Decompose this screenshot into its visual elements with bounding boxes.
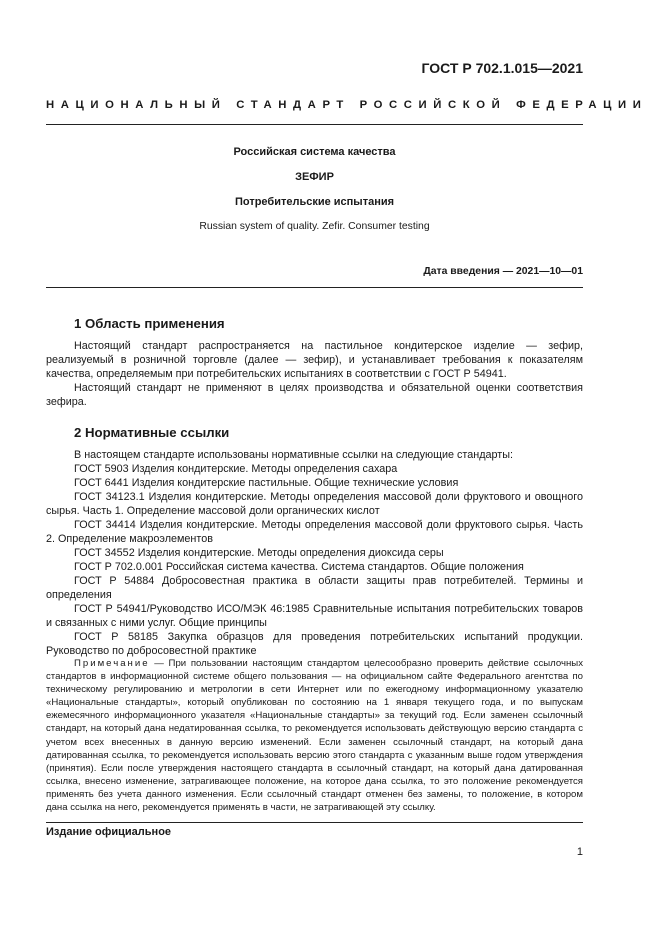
title-system: Российская система качества <box>233 146 396 158</box>
section-1-heading: 1 Область применения <box>74 316 225 331</box>
reference-item: ГОСТ 34123.1 Изделия кондитерские. Методы определения массовой доли фруктового и овощного сырья. Часть 1. Определение массовой доли органических кислот <box>46 491 583 517</box>
title-product: ЗЕФИР <box>295 171 334 183</box>
section-1-paragraph: Настоящий стандарт распространяется на пастильное кондитерское изделие — зефир, реализуемый в розничной торговле (далее — зефир), и устанавливает требования к показателям качества, определяемым при потребительских испытаниях в соответствии с ГОСТ Р 54941. <box>46 340 583 380</box>
section-2-body <box>46 448 583 658</box>
section-1-paragraph: Настоящий стандарт не применяют в целях производства и обязательной оценки соответствия зефира. <box>46 382 583 408</box>
reference-item: ГОСТ Р 54884 Добросовестная практика в области защиты прав потребителей. Термины и определения <box>46 575 583 601</box>
section-2-heading: 2 Нормативные ссылки <box>74 425 230 440</box>
note <box>46 657 583 814</box>
reference-item: ГОСТ 34414 Изделия кондитерские. Методы определения массовой доли фруктового сырья. Часть 2. Определение макроэлементов <box>46 519 583 545</box>
title-divider <box>46 287 583 288</box>
national-standard-banner: НАЦИОНАЛЬНЫЙ СТАНДАРТ РОССИЙСКОЙ ФЕДЕРАЦИИ <box>46 99 648 111</box>
introduction-date: Дата введения — 2021—10—01 <box>423 266 583 277</box>
footer-divider <box>46 822 583 823</box>
document-code: ГОСТ Р 702.1.015—2021 <box>421 60 583 76</box>
edition-label: Издание официальное <box>46 826 172 838</box>
reference-item: ГОСТ 6441 Изделия кондитерские пастильные. Общие технические условия <box>74 477 459 489</box>
reference-item: ГОСТ 34552 Изделия кондитерские. Методы определения диоксида серы <box>74 547 444 559</box>
note-text: — При пользовании настоящим стандартом целесообразно проверить действие ссылочных стандартов в информационной системе общего пользования — на официальном сайте Федерального агентства по техническому регулированию и метрологии в сети Интернет или по ежегодному информационному указателю «Национальные стандарты», который опубликован по состоянию на 1 января текущего года, и по выпускам ежемесячного информационного указателя «Национальные стандарты» за текущий год. Если заменен ссылочный стандарт, на который дана недатированная ссылка, то рекомендуется использовать действующую версию стандарта с учетом всех внесенных в данную версию изменений. Если заменен ссылочный стандарт, на который дана датированная ссылка, то рекомендуется использовать версию этого стандарта с указанным выше годом утверждения (принятия). Если после утверждения настоящего стандарта в ссылочный стандарт, на который дана датированная ссылка, внесено изменение, затрагивающее положение, на которое дана ссылка, то это положение рекомендуется применять без учета данного изменения. Если ссылочный стандарт отменен без замены, то положение, в котором дана ссылка на него, рекомендуется применять в части, не затрагивающей эту ссылку. <box>46 658 583 814</box>
page-number: 1 <box>576 846 583 858</box>
section-1-body <box>46 339 583 409</box>
reference-item: ГОСТ Р 702.0.001 Российская система качества. Система стандартов. Общие положения <box>74 561 524 573</box>
reference-item: ГОСТ 5903 Изделия кондитерские. Методы определения сахара <box>74 463 398 475</box>
reference-item: В настоящем стандарте использованы нормативные ссылки на следующие стандарты: <box>74 449 513 461</box>
reference-item: ГОСТ Р 54941/Руководство ИСО/МЭК 46:1985 Сравнительные испытания потребительских товаров и связанных с ними услуг. Общие принципы <box>46 603 583 629</box>
title-subject: Потребительские испытания <box>234 196 395 208</box>
header-divider <box>46 124 583 125</box>
note-label: Примечание <box>74 658 150 669</box>
title-english: Russian system of quality. Zefir. Consumer testing <box>199 221 430 232</box>
reference-item: ГОСТ Р 58185 Закупка образцов для проведения потребительских испытаний продукции. Руководство по добросовестной практике <box>46 631 583 657</box>
